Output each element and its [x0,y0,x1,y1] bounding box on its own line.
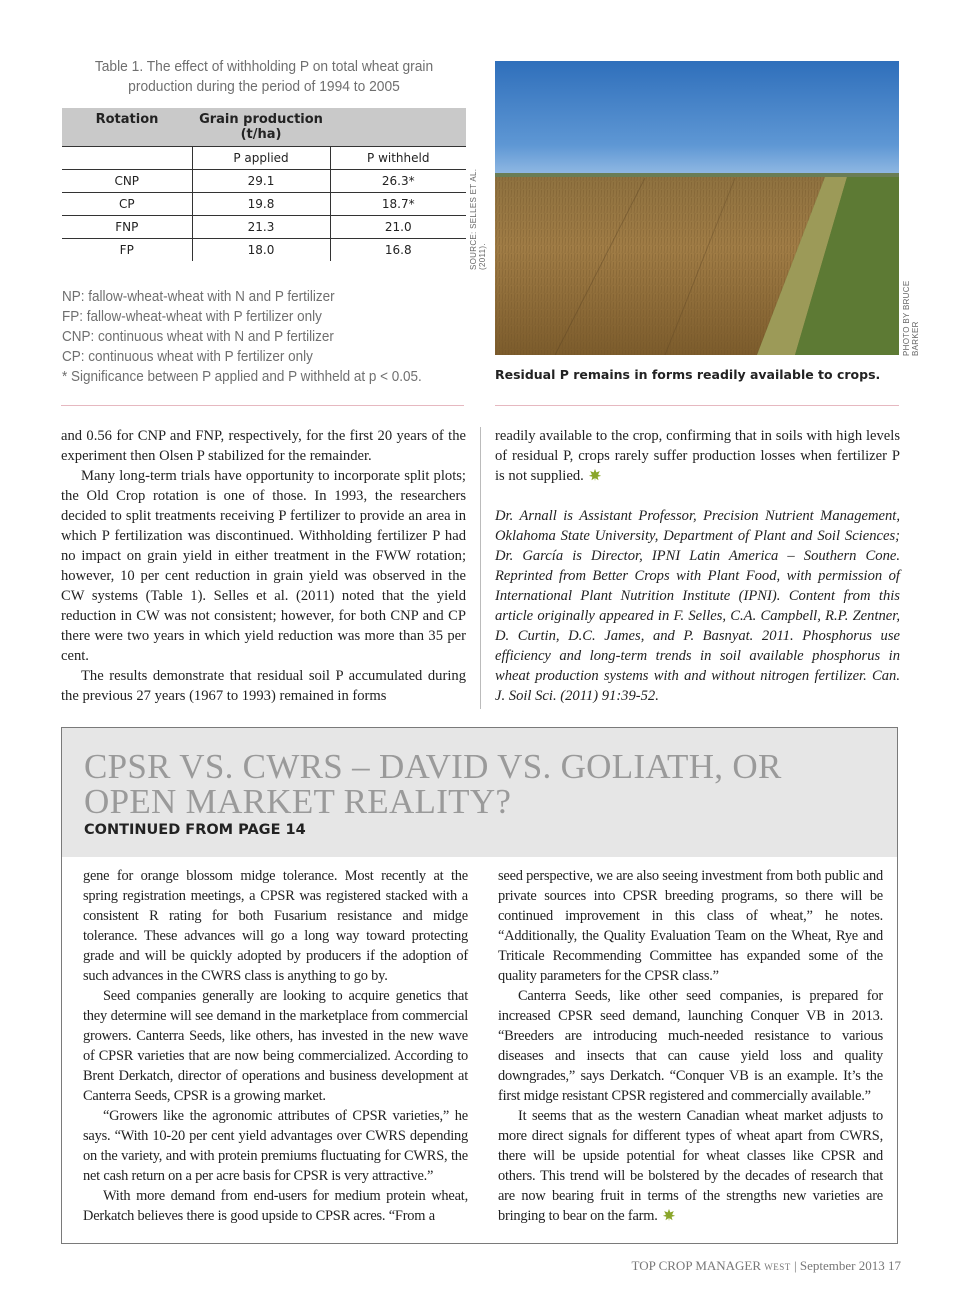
header-rotation: Rotation [62,108,192,147]
cell-rotation: CNP [62,170,192,193]
box-title-line: OPEN MARKET REALITY? [84,782,512,821]
section-divider [61,405,464,406]
sub-blank [62,147,192,170]
cell-rotation: FNP [62,216,192,239]
continued-from-label: CONTINUED FROM PAGE 14 [84,822,306,838]
table-row [62,193,466,216]
article-column-left [61,426,466,706]
magazine-edition: WEST [764,1262,791,1272]
cell-rotation: FP [119,243,134,257]
section-divider [495,405,899,406]
header-production: Grain production (t/ha) [192,108,330,147]
header-spacer [330,108,466,147]
paragraph: “Growers like the agronomic attributes of CPSR varieties,” he says. “With 10-20 per cent yield advantages over CWRS depending on the variety, and with protein premiums fluctuating for CWRS, the net cash return on a per acre basis for CPSR is very attractive.” [83,1108,468,1184]
leaf-icon [588,468,602,482]
paragraph: Many long-term trials have opportunity to incorporate split plots; the Old Crop rotation is one of those. In 1993, the researchers decided to split treatments receiving P fertilizer to provide an area in which P fertilization was discontinued. Withholding fertilizer P had no impact on grain yield in either treatment in the FWW rotation; however, 10 per cent reduction in grain yield was observed in the CW systems (Table 1). Selles et al. (2011) noted that the yield reduction in CW was not consistent; however, for both CNP and CP there were two years in which yield reduction was more than 35 per cent. [61,468,466,664]
footnote: CP: continuous wheat with P fertilizer only [62,349,313,365]
cell-withheld: 18.7* [330,193,466,216]
box-title-line: CPSR VS. CWRS – DAVID VS. GOLIATH, OR [84,747,782,786]
wheat-field-image [495,61,899,355]
wheat-field-photo [495,61,899,355]
table-row [62,239,466,262]
paragraph: and 0.56 for CNP and FNP, respectively, for the first 20 years of the experiment then Olsen P stabilized for the remainder. [61,428,466,464]
table-footnotes [62,287,443,387]
table-row [62,216,466,239]
grain-production-table [62,108,466,261]
author-bio: Dr. Arnall is Assistant Professor, Precision Nutrient Management, Oklahoma State University, Department of Plant and Soil Sciences; Dr. García is Director, IPNI Latin America – Southern Cone. Reprinted from Better Crops with Plant Food, with permission of International Plant Nutrition Institute (IPNI). Content from this article originally appeared in F. Selles, C.A. Campbell, R.P. Zentner, D. Curtin, D.C. James, and P. Basnyat. 2011. Phosphorus use efficiency and long-term trends in soil available phosphorus in wheat production systems with and without nitrogen fertilizer. Can. J. Soil Sci. (2011) 91:39-52. [495,508,900,704]
footnote: CNP: continuous wheat with N and P fertilizer [62,329,334,345]
paragraph: Seed companies generally are looking to acquire genetics that they determine will see demand in the marketplace from commercial growers. Canterra Seeds, like others, has invested in the new wave of CPSR varieties that are now being commercialized. According to Brent Derkatch, director of operations and business development at Canterra Seeds, CPSR is a growing market. [83,988,468,1104]
footnote: FP: fallow-wheat-wheat with P fertilizer only [62,309,322,325]
box-column-left [83,866,468,1226]
paragraph [498,1106,883,1226]
footnote: * Significance between P applied and P withheld at p < 0.05. [62,369,422,385]
paragraph [495,426,900,486]
paragraph: gene for orange blossom midge tolerance. Most recently at the spring registration meetings, a CPSR was registered stacked with a consistent R rating for both Fusarium resistance and midge tolerance. These advances will go a long way toward protecting grade and will be quickly adopted by producers if the adoption of such advances in the CWRS class is anything to go by. [83,868,468,984]
paragraph-text: It seems that as the western Canadian wheat market adjusts to more direct signals for different types of wheat apart from CWRS, there will be upside potential for wheat classes like CPSR and others. This trend will be bolstered by the decades of research that are now bearing fruit in terms of the strengths new varieties are bringing to bear on the farm. [498,1108,883,1224]
source-credit: SOURCE: SELLES ET AL. (2011). [469,168,487,270]
leaf-icon [662,1208,676,1222]
paragraph: seed perspective, we are also seeing investment from both public and private sources into CPSR breeding programs, so there will be continued improvement in this class of wheat,” he notes. “Additionally, the Quality Evaluation Team on the Wheat, Rye and Triticale Recommending Committee has expanded some of the quality parameters for the CPSR class.” [498,868,883,984]
paragraph: With more demand from end-users for medium protein wheat, Derkatch believes there is good upside to CPSR acres. “From a [83,1188,468,1224]
paragraph-text: readily available to the crop, confirming that in soils with high levels of residual P, crops rarely suffer production losses when fertilizer P is not supplied. [495,428,900,484]
column-divider [480,427,481,709]
magazine-name: TOP CROP MANAGER [631,1258,762,1273]
page-footer [632,1258,902,1274]
cell-applied: 21.3 [192,216,330,239]
cell-withheld: 16.8 [330,239,466,262]
cell-applied: 19.8 [192,193,330,216]
article-column-right [495,426,900,706]
cell-applied: 18.0 [192,239,330,262]
cell-rotation: CP [62,193,192,216]
photo-caption: Residual P remains in forms readily available to crops. [495,367,881,382]
issue-date: September 2013 [799,1258,885,1273]
cell-applied: 29.1 [192,170,330,193]
table-row [62,170,466,193]
table-caption: Table 1. The effect of withholding P on total wheat grain production during the period of 1994 to 2005 [94,58,434,95]
box-title [84,749,884,819]
sub-p-applied: P applied [192,147,330,170]
paragraph: The results demonstrate that residual soil P accumulated during the previous 27 years (1967 to 1993) remained in forms [61,668,466,704]
footer-separator: | [794,1258,797,1273]
cell-withheld: 26.3* [330,170,466,193]
paragraph: Canterra Seeds, like other seed companies, is prepared for increased CPSR seed demand, launching Conquer VB in 2013. “Breeders are introducing much-needed resistance to various diseases and insects that can cause yield loss and quality downgrades,” says Derkatch. “Conquer VB is an example. It’s the first midge resistant CPSR registered and commercially available.” [498,988,883,1104]
footnote: NP: fallow-wheat-wheat with N and P fertilizer [62,289,335,305]
sub-p-withheld: P withheld [330,147,466,170]
cell-withheld: 21.0 [330,216,466,239]
box-column-right [498,866,883,1226]
page-number: 17 [888,1258,901,1273]
photo-credit: PHOTO BY BRUCE BARKER [902,280,920,356]
